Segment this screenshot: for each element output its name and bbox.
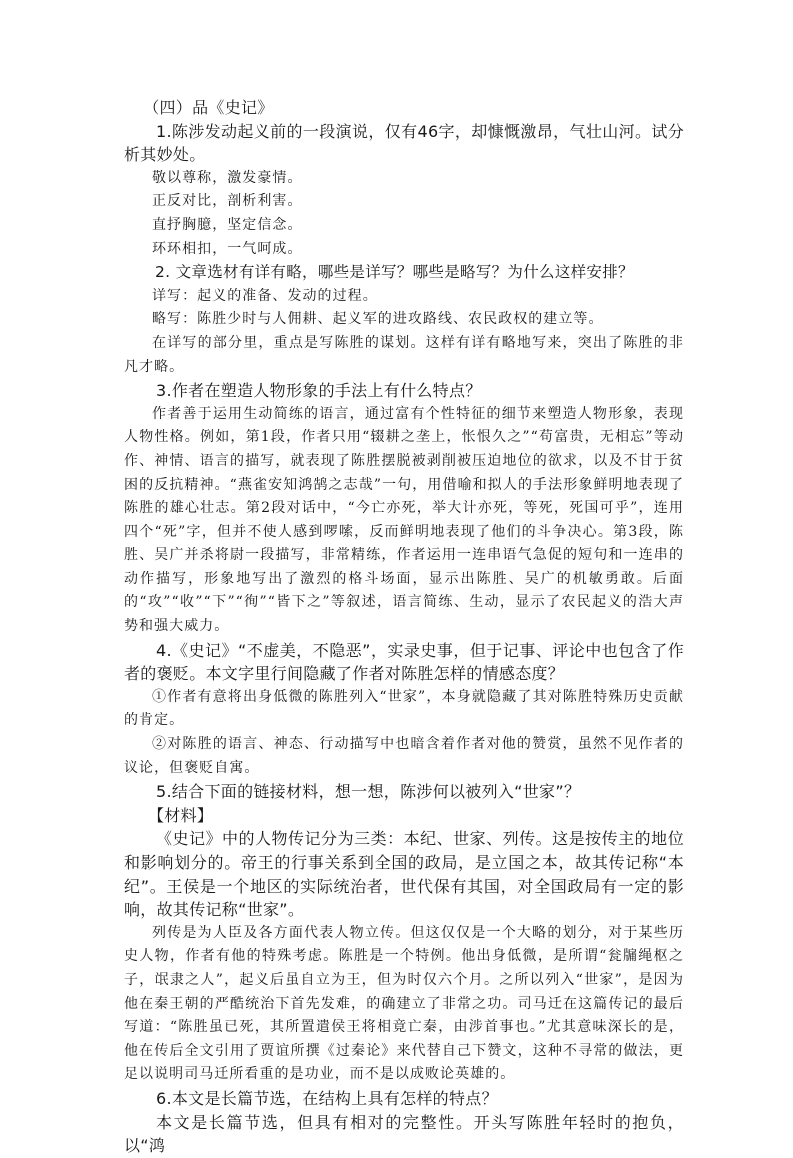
material-text: 《史记》中的人物传记分为三类：本纪、世家、列传。这是按传主的地位和影响划分的。帝王的行事关系到全国的政局，是立国之本，故其传记称“本纪”。王侯是一个地区的实际统治者，世代保有其国，对全国政局有一定的影响，故其传记称“世家”。	[124, 829, 684, 920]
answer-1-line-4: 环环相扣，一气呵成。	[152, 240, 303, 257]
question-4: 4.《史记》“不虚美，不隐恶”，实录史事，但于记事、评论中也包含了作者的褒贬。本文字里行间隐藏了作者对陈胜怎样的情感态度？	[124, 640, 684, 684]
question-5: 5.结合下面的链接材料，想一想，陈涉何以被列入“世家”？	[156, 782, 581, 802]
section-title: （四）品《史记》	[143, 98, 274, 117]
answer-2-detail: 详写：起义的准备、发动的过程。	[152, 287, 378, 304]
answer-4-part-1: ①作者有意将出身低微的陈胜列入“世家”，本身就隐藏了其对陈胜特殊历史贡献的肯定。	[124, 688, 684, 729]
answer-2-brief: 略写：陈胜少时与人佣耕、起义军的进攻路线、农民政权的建立等。	[152, 311, 604, 328]
answer-1-line-2: 正反对比，剖析利害。	[152, 193, 303, 210]
answer-1-line-1: 敬以尊称，激发豪情。	[152, 169, 303, 186]
answer-2-reason: 在详写的部分里，重点是写陈胜的谋划。这样有详有略地写来，突出了陈胜的非凡才略。	[124, 334, 684, 375]
answer-4-part-2: ②对陈胜的语言、神态、行动描写中也暗含着作者对他的赞赏，虽然不见作者的议论，但褒贬自寓。	[124, 736, 684, 776]
question-2: 2. 文章选材有详有略，哪些是详写？哪些是略写？为什么这样安排？	[155, 263, 634, 282]
document-page	[124, 96, 684, 1158]
question-6: 6.本文是长篇节选，在结构上具有怎样的特点？	[156, 1088, 498, 1108]
question-3: 3.作者在塑造人物形象的手法上有什么特点？	[156, 381, 482, 401]
answer-5: 列传是为人臣及各方面代表人物立传。但这仅仅是一个大略的划分，对于某些历史人物，作者有他的特殊考虑。陈胜是一个特例。他出身低微，是所谓“瓮牖绳枢之子，氓隶之人”，起义后虽自立为王，但为时仅六个月。之所以列入“世家”，是因为他在秦王朝的严酷统治下首先发难，的确建立了非常之功。司马迁在这篇传记的最后写道：“陈胜虽已死，其所置遣侯王将相竟亡秦，由涉首事也。”尤其意味深长的是，他在传后全文引用了贾谊所撰《过秦论》来代替自己下赞文，这种不寻常的做法，更足以说明司马迁所看重的是功业，而不是以成败论英雄的。	[124, 924, 684, 1083]
answer-3: 作者善于运用生动简练的语言，通过富有个性特征的细节来塑造人物形象，表现人物性格。例如，第1段，作者只用“辍耕之垄上，怅恨久之”“苟富贵，无相忘”等动作、神情、语言的描写，就表现了陈胜摆脱被剥削被压迫地位的欲求，以及不甘于贫困的反抗精神。“燕雀安知鸿鹄之志哉”一句，用借喻和拟人的手法形象鲜明地表现了陈胜的雄心壮志。第2段对话中，“今亡亦死，举大计亦死，等死，死国可乎”，连用四个“死”字，但并不使人感到啰嗦，反而鲜明地表现了他们的斗争决心。第3段，陈胜、吴广并杀将尉一段描写，非常精练，作者运用一连串语气急促的短句和一连串的动作描写，形象地写出了激烈的格斗场面，显示出陈胜、吴广的机敏勇敢。后面的“攻”“收”“下”“徇”“皆下之”等叙述，语言简练、生动，显示了农民起义的浩大声势和强大威力。	[124, 405, 684, 635]
answer-6: 本文是长篇节选，但具有相对的完整性。开头写陈胜年轻时的抱负，以“鸿	[124, 1112, 684, 1156]
material-label: 【材料】	[148, 805, 214, 825]
answer-1-line-3: 直抒胸臆，坚定信念。	[152, 216, 303, 233]
question-1: 1.陈涉发动起义前的一段演说，仅有46字，却慷慨激昂，气壮山河。试分析其妙处。	[124, 121, 684, 165]
